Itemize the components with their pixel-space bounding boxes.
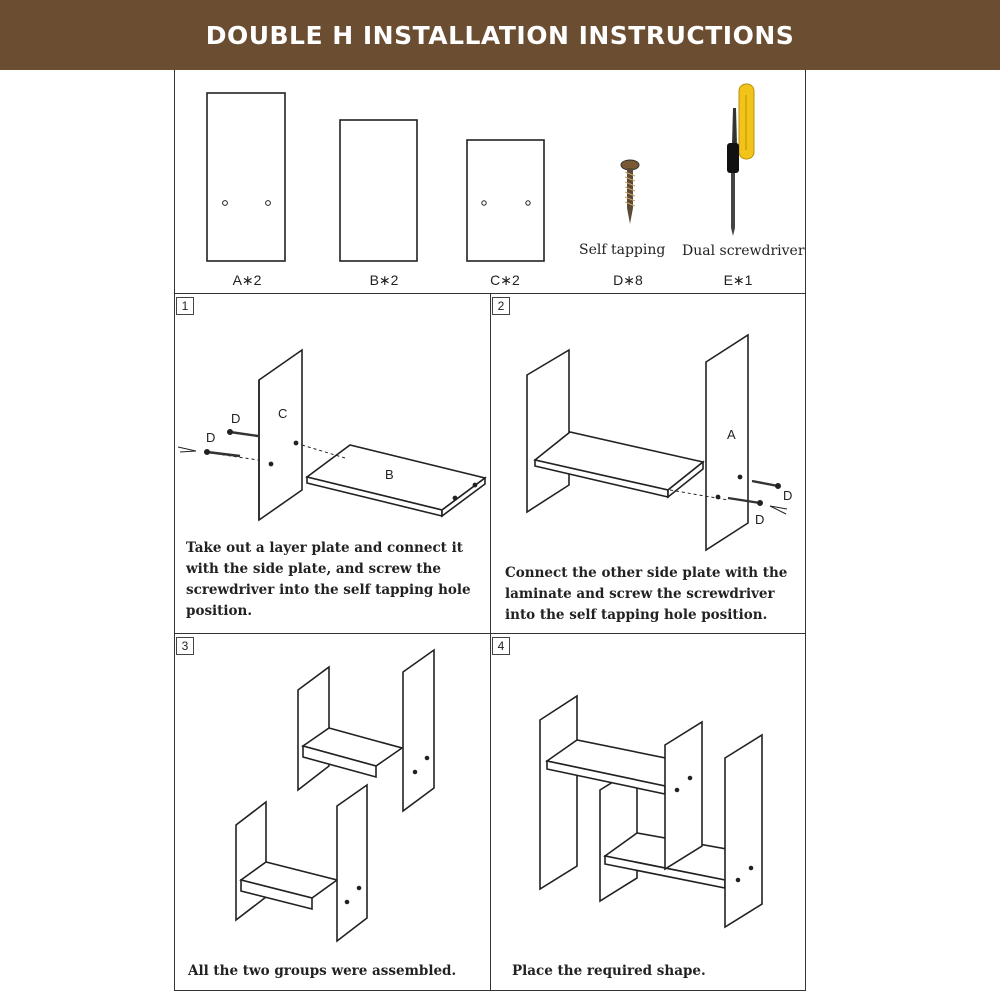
step2-drawing: [527, 335, 748, 550]
page-title: DOUBLE H INSTALLATION INSTRUCTIONS: [205, 20, 795, 50]
screwdriver-name: Dual screwdriver: [682, 243, 805, 259]
part-a-label: A∗2: [232, 272, 262, 288]
step1-drawing: [259, 350, 485, 520]
part-d-label: D∗8: [613, 272, 643, 288]
step2-label-d-upper: D: [783, 488, 793, 503]
step-4-number: 4: [492, 637, 510, 655]
screw-icon: [621, 160, 639, 224]
step-2-number: 2: [492, 297, 510, 315]
part-c-panel: [467, 140, 544, 261]
step-2-text: Connect the other side plate with the laminate and screw the screwdriver into the self tapping hole position.: [505, 565, 788, 623]
part-e-label: E∗1: [723, 272, 753, 288]
step-4-text: Place the required shape.: [512, 963, 706, 979]
part-b-panel: [340, 120, 417, 261]
step-1-number: 1: [176, 297, 194, 315]
step1-label-b: B: [385, 467, 394, 482]
screwdriver-icon: [727, 84, 754, 236]
screw-name: Self tapping: [579, 242, 666, 258]
step2-label-a: A: [727, 427, 736, 442]
part-b-label: B∗2: [369, 272, 399, 288]
step1-label-d-lower: D: [206, 430, 216, 445]
part-c-label: C∗2: [490, 272, 520, 288]
step3-drawing: [236, 650, 434, 941]
step4-drawing: [540, 696, 762, 927]
step1-label-c: C: [278, 406, 288, 421]
step-1-text: Take out a layer plate and connect it with the side plate, and screw the screwdriver into the self tapping hole position.: [186, 540, 471, 619]
step-3-text: All the two groups were assembled.: [188, 963, 457, 979]
step1-label-d-upper: D: [231, 411, 241, 426]
step-3-number: 3: [176, 637, 194, 655]
part-a-panel: [207, 93, 285, 261]
step2-label-d-lower: D: [755, 512, 765, 527]
